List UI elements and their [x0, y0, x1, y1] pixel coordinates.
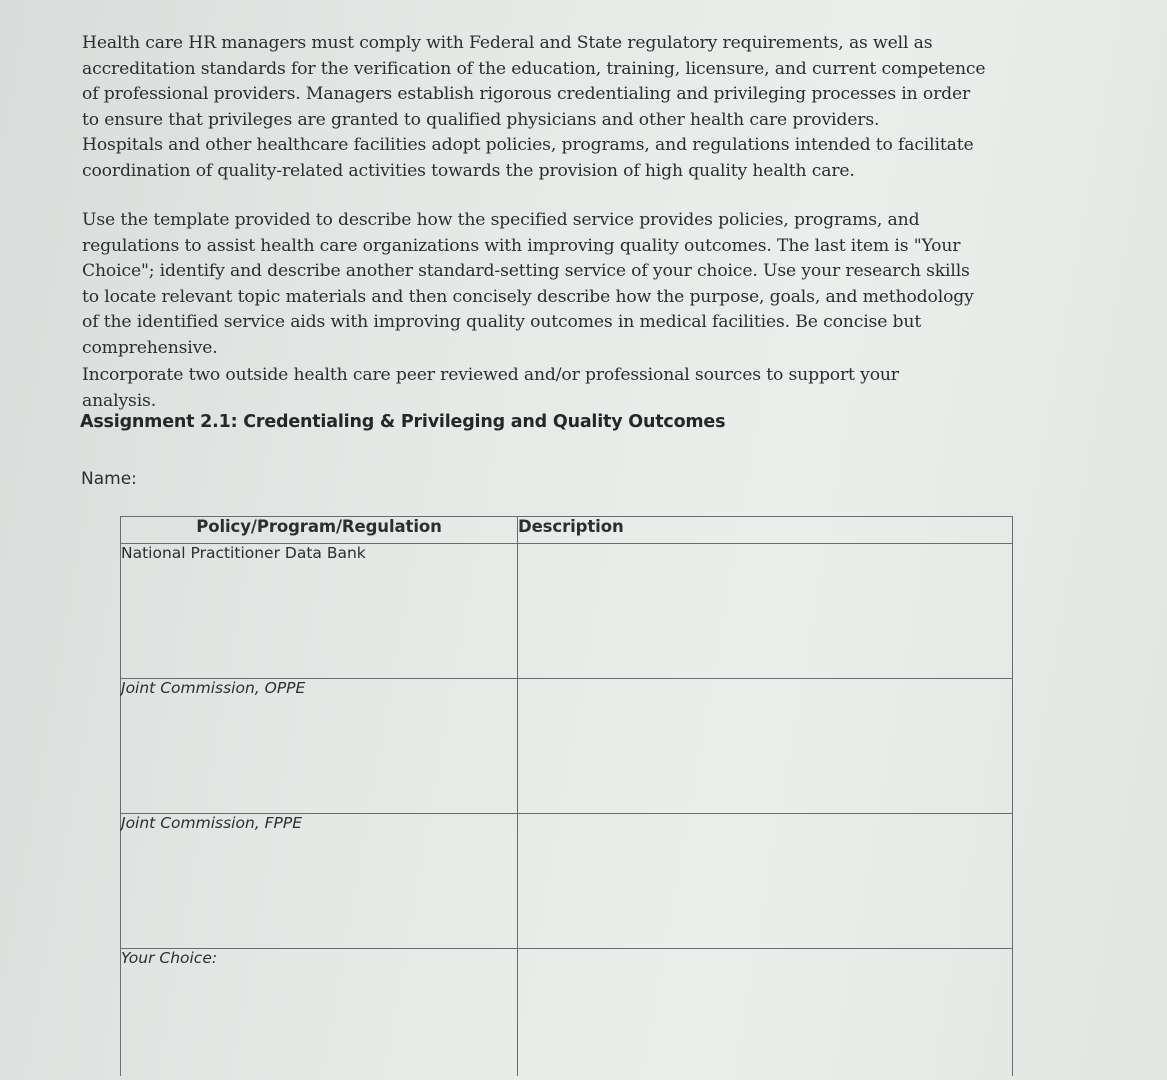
- sources-line: Incorporate two outside health care peer reviewed and/or professional sources to support your: [82, 365, 899, 385]
- intro-line: to ensure that privileges are granted to qualified physicians and other health care providers.: [82, 109, 880, 130]
- sources-paragraph: [82, 363, 1057, 414]
- row-item-oppe: Joint Commission, OPPE: [121, 679, 518, 814]
- table-row: [121, 814, 1013, 949]
- intro-paragraph: [82, 31, 1057, 185]
- row-item-fppe: Joint Commission, FPPE: [121, 814, 518, 949]
- row-item-npdb: National Practitioner Data Bank: [121, 544, 518, 679]
- name-label: Name:: [81, 469, 137, 489]
- intro-line: coordination of quality-related activities towards the provision of high quality health care.: [82, 160, 855, 181]
- header-description: Description: [518, 517, 1013, 544]
- row-item-your-choice: Your Choice:: [121, 949, 518, 1077]
- table-row: [121, 949, 1013, 1077]
- header-policy-program-regulation: Policy/Program/Regulation: [121, 517, 518, 544]
- assignment-title: Assignment 2.1: Credentialing & Privileging and Quality Outcomes: [80, 412, 726, 432]
- instructions-line: Choice"; identify and describe another standard-setting service of your choice. Use your research skills: [82, 261, 970, 282]
- instructions-line: regulations to assist health care organizations with improving quality outcomes. The last item is "Your: [82, 235, 961, 256]
- template-table: [120, 516, 1013, 1076]
- intro-line: Health care HR managers must comply with Federal and State regulatory requirements, as well as: [82, 33, 933, 53]
- template-table-container: [120, 516, 1013, 1076]
- instructions-paragraph: [82, 208, 1057, 362]
- instructions-line: of the identified service aids with improving quality outcomes in medical facilities. Be concise but: [82, 312, 922, 333]
- table-row: [121, 544, 1013, 679]
- row-description-your-choice[interactable]: [518, 949, 1013, 1077]
- table-row: [121, 679, 1013, 814]
- instructions-line: Use the template provided to describe how the specified service provides policies, programs, and: [82, 210, 920, 230]
- instructions-line: comprehensive.: [82, 337, 218, 358]
- row-description-fppe[interactable]: [518, 814, 1013, 949]
- row-description-npdb[interactable]: [518, 544, 1013, 679]
- intro-line: accreditation standards for the verification of the education, training, licensure, and current competence: [82, 58, 986, 79]
- sources-line: analysis.: [82, 390, 157, 411]
- row-description-oppe[interactable]: [518, 679, 1013, 814]
- instructions-line: to locate relevant topic materials and then concisely describe how the purpose, goals, and methodology: [82, 286, 974, 307]
- intro-line: Hospitals and other healthcare facilities adopt policies, programs, and regulations intended to facilitate: [82, 135, 974, 156]
- table-header-row: [121, 517, 1013, 544]
- intro-line: of professional providers. Managers establish rigorous credentialing and privileging processes in order: [82, 84, 971, 105]
